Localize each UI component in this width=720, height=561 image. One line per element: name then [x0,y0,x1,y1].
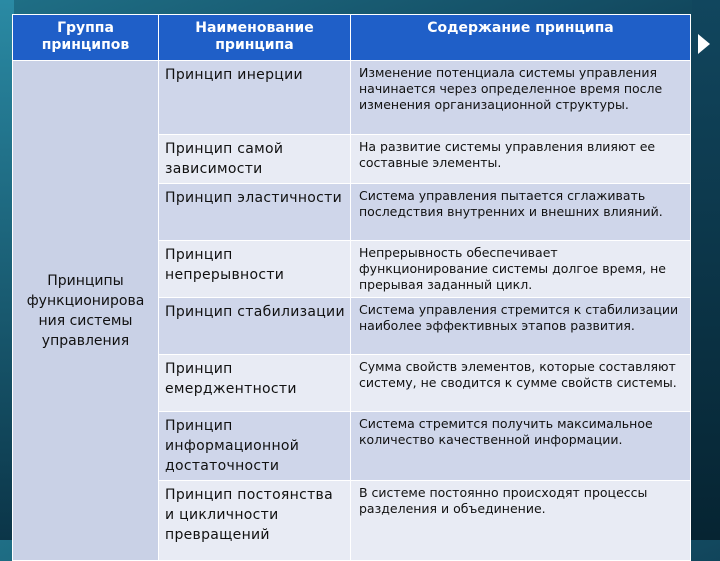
group-cell: Принципы функционирова ния системы управления [13,61,159,561]
principle-name: Принцип непрерывности [159,241,351,298]
principle-name: Принцип самой зависимости [159,135,351,184]
principle-description: Система стремится получить максимальное количество качественной информации. [351,412,691,481]
principles-table [12,14,691,561]
principle-description: Сумма свойств элементов, которые составляют систему, не сводится к сумме свойств системы. [351,355,691,412]
principle-name: Принцип постоянства и цикличности превращений [159,481,351,561]
principle-name: Принцип информационной достаточности [159,412,351,481]
principle-description: На развитие системы управления влияют ее составные элементы. [351,135,691,184]
principle-description: Система управления стремится к стабилизации наиболее эффективных этапов развития. [351,298,691,355]
slide-right-border [692,0,720,540]
principle-description: В системе постоянно происходят процессы разделения и объединение. [351,481,691,561]
principle-name: Принцип стабилизации [159,298,351,355]
header-content: Содержание принципа [351,15,691,61]
principle-description: Непрерывность обеспечивает функционирование системы долгое время, не прерывая заданный цикл. [351,241,691,298]
principle-name: Принцип эластичности [159,184,351,241]
arrow-icon [698,34,710,54]
principle-name: Принцип инерции [159,61,351,135]
table-row [13,61,691,135]
principle-description: Система управления пытается сглаживать последствия внутренних и внешних влияний. [351,184,691,241]
principle-name: Принцип емерджентности [159,355,351,412]
header-group: Группа принципов [13,15,159,61]
principle-description: Изменение потенциала системы управления начинается через определенное время после изменения организационной структуры. [351,61,691,135]
table-header-row [13,15,691,61]
header-name: Наименование принципа [159,15,351,61]
